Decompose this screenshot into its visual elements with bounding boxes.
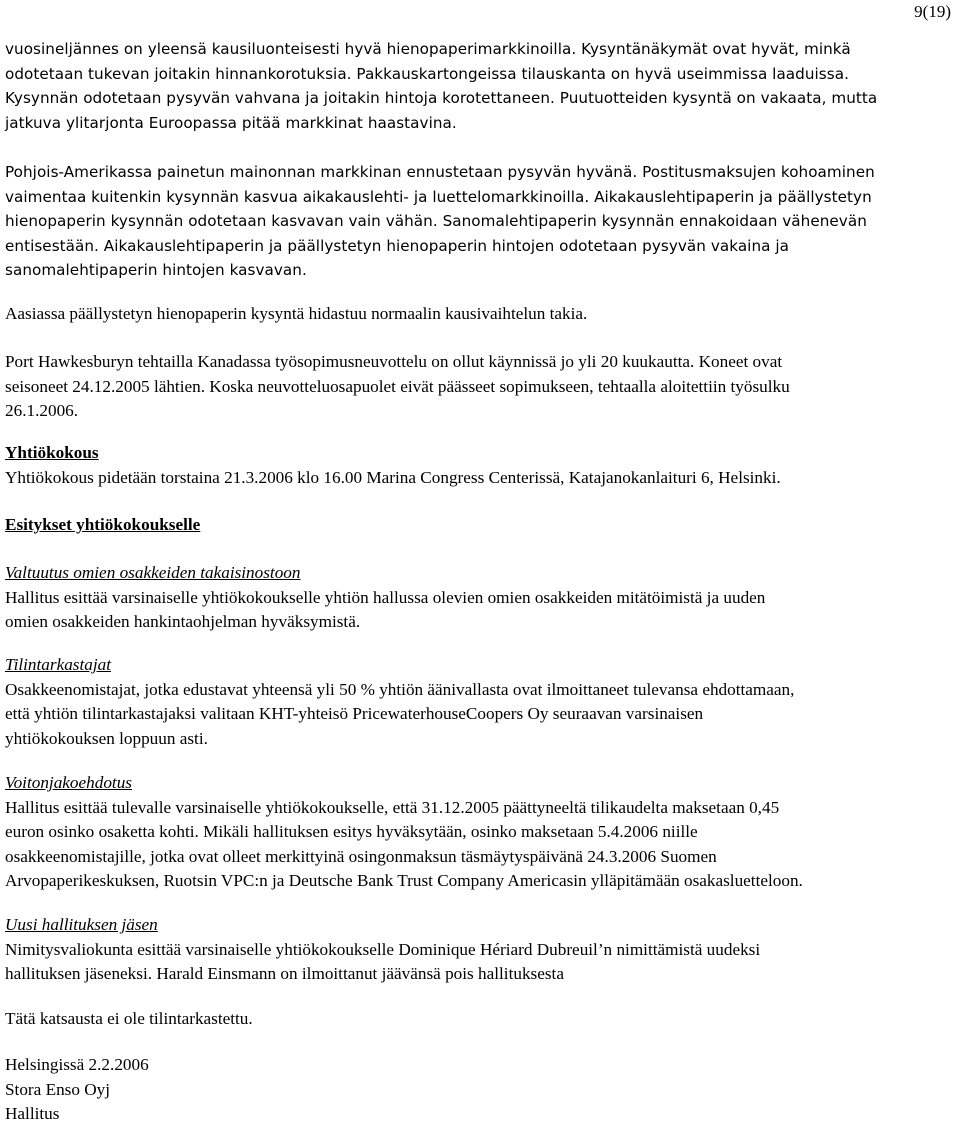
text-line: Aasiassa päällystetyn hienopaperin kysyntä hidastuu normaalin kausivaihtelun takia.	[5, 304, 588, 323]
text-line: euron osinko osaketta kohti. Mikäli hallituksen esitys hyväksytään, osinko maksetaan 5.4.2006 niille	[5, 822, 698, 841]
agm-heading: Yhtiökokous	[5, 443, 99, 462]
text-line: sanomalehtipaperin hintojen kasvavan.	[5, 261, 307, 279]
auditors-section	[5, 653, 957, 751]
asia-outlook-paragraph	[5, 302, 957, 327]
text-line: entisestään. Aikakauslehtipaperin ja päällystetyn hienopaperin hintojen odotetaan pysyvän vakaina ja	[5, 236, 789, 255]
text-line: omien osakkeiden hankintaohjelman hyväksymistä.	[5, 612, 361, 631]
board-member-section	[5, 913, 957, 987]
buyback-heading: Valtuutus omien osakkeiden takaisinostoon	[5, 563, 301, 582]
proposals-heading: Esitykset yhtiökokoukselle	[5, 515, 201, 534]
text-line: hienopaperin kysynnän odotetaan kasvavan vain vähän. Sanomalehtipaperin kysynnän ennakoidaan vähenevän	[5, 212, 867, 230]
agm-text: Yhtiökokous pidetään torstaina 21.3.2006 klo 16.00 Marina Congress Centerissä, Katajanokanlaituri 6, Helsinki.	[5, 467, 781, 487]
text-line: Port Hawkesburyn tehtailla Kanadassa työsopimusneuvottelu on ollut käynnissä jo yli 20 kuukautta. Koneet ovat	[5, 352, 783, 371]
signature-company: Stora Enso Oyj	[5, 1079, 111, 1099]
dividend-heading: Voitonjakoehdotus	[5, 773, 132, 792]
signature-signer: Hallitus	[5, 1104, 60, 1123]
europe-outlook-paragraph	[5, 37, 957, 135]
text-line: että yhtiön tilintarkastajaksi valitaan KHT-yhteisö PricewaterhouseCoopers Oy seuraavan varsinaisen	[5, 704, 704, 723]
text-line: jatkuva ylitarjonta Euroopassa pitää markkinat haastavina.	[5, 113, 457, 132]
text-line: vaimentaa kuitenkin kysynnän kasvua aikakauslehti- ja luettelomarkkinoilla. Aikakauslehtipaperin ja päällystetyn	[5, 187, 872, 206]
text-line: Pohjois-Amerikassa painetun mainonnan markkinan ennustetaan pysyvän hyvänä. Postitusmaksujen kohoaminen	[5, 163, 875, 181]
text-line: seisoneet 24.12.2005 lähtien. Koska neuvotteluosapuolet eivät päässeet sopimukseen, tehtaalla aloitettiin työsulku	[5, 376, 790, 396]
buyback-section	[5, 561, 957, 635]
text-line: Hallitus esittää tulevalle varsinaiselle yhtiökokoukselle, että 31.12.2005 päättyneeltä tilikaudelta maksetaan 0,45	[5, 797, 780, 817]
text-line: Kysynnän odotetaan pysyvän vahvana ja joitakin hintoja korotettaneen. Puutuotteiden kysyntä on vakaata, mutta	[5, 89, 878, 107]
board-member-heading: Uusi hallituksen jäsen	[5, 915, 158, 934]
text-line: Hallitus esittää varsinaiselle yhtiökokoukselle yhtiön hallussa olevien omien osakkeiden mitätöimistä ja uuden	[5, 587, 766, 607]
text-line: osakkeenomistajille, jotka ovat olleet merkittyinä osingonmaksun täsmäytyspäivänä 24.3.2006 Suomen	[5, 846, 717, 866]
text-line: odotetaan tukevan joitakin hinnankorotuksia. Pakkauskartongeissa tilauskanta on hyvä useimmissa laaduissa.	[5, 64, 849, 83]
text-line: Nimitysvaliokunta esittää varsinaiselle yhtiökokoukselle Dominique Hériard Dubreuil’n nimittämistä uudeksi	[5, 939, 761, 959]
north-america-outlook-paragraph	[5, 160, 957, 283]
auditors-heading: Tilintarkastajat	[5, 655, 112, 674]
signature-block	[5, 1053, 957, 1127]
text-line: Osakkeenomistajat, jotka edustavat yhteensä yli 50 % yhtiön äänivallasta ovat ilmoittaneet tulevansa ehdottamaan,	[5, 679, 795, 699]
page-number: 9(19)	[914, 2, 951, 21]
agm-section	[5, 441, 957, 490]
dividend-section	[5, 771, 957, 894]
proposals-section	[5, 513, 957, 538]
text-line: Arvopaperikeskuksen, Ruotsin VPC:n ja Deutsche Bank Trust Company Americasin ylläpitämään osakasluetteloon.	[5, 871, 803, 890]
signature-place-date: Helsingissä 2.2.2006	[5, 1055, 149, 1074]
text-line: 26.1.2006.	[5, 401, 79, 420]
text-line: yhtiökokouksen loppuun asti.	[5, 728, 208, 748]
port-hawkesbury-paragraph	[5, 350, 957, 424]
audit-note-text: Tätä katsausta ei ole tilintarkastettu.	[5, 1009, 253, 1028]
audit-note	[5, 1007, 957, 1032]
text-line: vuosineljännes on yleensä kausiluonteisesti hyvä hienopaperimarkkinoilla. Kysyntänäkymät ovat hyvät, minkä	[5, 40, 851, 58]
text-line: hallituksen jäseneksi. Harald Einsmann on ilmoittanut jäävänsä pois hallituksesta	[5, 964, 564, 983]
